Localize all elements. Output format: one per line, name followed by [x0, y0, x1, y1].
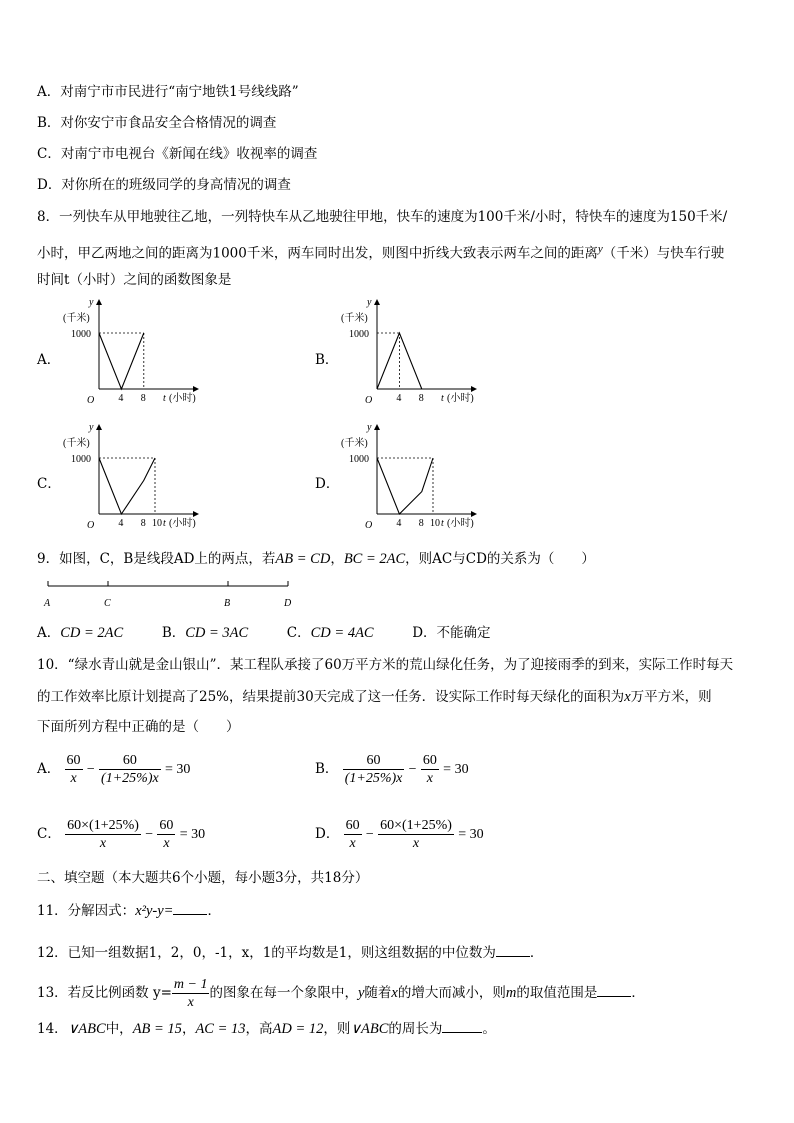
q8-text-line1: 8．一列快车从甲地驶往乙地，一列特快车从乙地驶往甲地，快车的速度为100千米/小时，特快车的速度为150千米/: [37, 209, 728, 225]
q10-a-operator: −: [86, 761, 95, 777]
segment-point-c: C: [104, 598, 111, 609]
q8-graph-d: [333, 418, 483, 538]
q13-var-y: y: [357, 985, 365, 1001]
q9-option-d: 不能确定: [436, 625, 491, 641]
q11-expression: x²y-y=: [135, 903, 174, 919]
y-axis-unit: (千米): [341, 313, 368, 324]
q10-c-operator: −: [145, 826, 154, 842]
x-axis-unit: (小时): [447, 393, 474, 404]
x-axis-label: t: [441, 518, 444, 529]
q13-text-part4: 的增大而减小，则: [397, 985, 506, 1001]
q8-text-line2: [37, 240, 724, 263]
q14-text-part1: 中，: [105, 1021, 133, 1037]
q10-text-line3: 下面所列方程中正确的是（ ）: [37, 719, 240, 735]
q10-d-frac1-num: 60: [345, 818, 360, 833]
q13-text-part5: 的取值范围是: [516, 985, 598, 1001]
q13-end: ．: [631, 985, 645, 1001]
x-tick-label: 4: [396, 518, 402, 529]
y-axis-arrow: [96, 299, 102, 305]
x-tick-label: 8: [140, 393, 146, 404]
q11-text: 11．分解因式：: [37, 903, 136, 919]
q10-option-a-label: A．: [37, 761, 61, 777]
q9-option-a: CD = 2AC: [60, 625, 124, 641]
graph-polyline: [99, 333, 144, 389]
q10-b-operator: −: [408, 761, 417, 777]
x-axis-label: t: [441, 393, 444, 404]
q13-answer-blank[interactable]: [597, 982, 631, 997]
q14-answer-blank[interactable]: [442, 1018, 482, 1033]
q9-options: [37, 624, 491, 642]
q9-option-b-label: B．: [161, 625, 186, 641]
x-tick-label: 4: [118, 518, 124, 529]
q9-condition-1: AB = CD: [275, 551, 331, 567]
q13-text-part3: 随着: [364, 985, 392, 1001]
q14-triangle-2: ∨ABC: [350, 1021, 389, 1037]
q14-condition-ab: AB = 15: [132, 1021, 182, 1037]
y-axis-label: y: [367, 297, 372, 308]
y-tick-label: 1000: [349, 454, 369, 465]
y-axis-unit: (千米): [341, 438, 368, 449]
q10-a-rhs: = 30: [165, 761, 191, 777]
q8-line2-part2: （千米）与快车行驶: [602, 245, 725, 262]
q10-d-rhs: = 30: [458, 826, 484, 842]
q8-line2-part1: 小时，甲乙两地之间的距离为1000千米，两车同时出发，则图中折线大致表示两车之间的距离: [37, 245, 598, 262]
x-tick-label: 4: [118, 393, 124, 404]
q9-text-part1: 9．如图，C，B是线段AD上的两点，若: [37, 551, 276, 567]
q10-b-rhs: = 30: [443, 761, 469, 777]
q10-option-c-label: C．: [37, 826, 61, 842]
x-tick-label: 8: [140, 518, 146, 529]
x-axis-unit: (小时): [169, 393, 196, 404]
segment-point-b: B: [224, 598, 231, 609]
y-axis-label: y: [89, 297, 94, 308]
q10-a-frac2-num: 60: [99, 752, 161, 770]
segment-point-d: D: [284, 598, 292, 609]
q14: 14．∨ABC中，AB = 15，AC = 13，高AD = 12，则∨ABC的周长为 。: [37, 1018, 496, 1038]
q10-a-frac2-den: (1+25%)x: [101, 771, 159, 786]
q7-option-b: B．对你安宁市食品安全合格情况的调查: [37, 115, 277, 131]
q10-c-frac2-num: 60: [159, 818, 174, 833]
x-axis-label: t: [163, 393, 166, 404]
y-tick-label: 1000: [349, 329, 369, 340]
x-tick-label: 8: [418, 518, 424, 529]
q9-text: [37, 550, 595, 568]
q8-var-y: y: [597, 243, 603, 255]
origin-label: O: [87, 520, 95, 531]
graph-polyline: [99, 458, 155, 514]
q11-end: ．: [207, 903, 221, 919]
q13-frac-den: x: [187, 995, 194, 1010]
q10-d-frac1-den: x: [349, 836, 356, 851]
x-axis-label: t: [163, 518, 166, 529]
q10-text-line2: [37, 688, 712, 706]
q10-d-operator: −: [365, 826, 374, 842]
q14-end: 。: [482, 1021, 496, 1037]
q12-answer-blank[interactable]: [496, 942, 530, 957]
q7-option-a: A．对南宁市市民进行“南宁地铁1号线线路”: [37, 84, 299, 100]
q9-condition-2: BC = 2AC: [343, 551, 406, 567]
q13-frac-num: m − 1: [173, 977, 208, 992]
q9-separator: ，: [330, 551, 344, 567]
q10-option-b-label: B．: [315, 761, 339, 777]
q14-text-part3: ，则: [323, 1021, 351, 1037]
x-axis-arrow: [471, 386, 477, 392]
q10-c-frac1-num: 60×(1+25%): [67, 818, 139, 833]
q13-text-part1: 13．若反比例函数 y=: [37, 985, 172, 1001]
q10-c-frac2-den: x: [163, 836, 170, 851]
origin-label: O: [365, 395, 373, 406]
section-heading: 二、填空题（本大题共6个小题，每小题3分，共18分）: [37, 870, 369, 886]
y-axis-arrow: [96, 424, 102, 430]
segment-point-a: A: [44, 598, 51, 609]
q8-graph-label-a: A．: [37, 352, 61, 368]
q9-option-a-label: A．: [37, 625, 61, 641]
q10-option-d: [315, 817, 484, 852]
q10-line2-part2: 万平方米，则: [630, 689, 712, 705]
q10-line2-part1: 的工作效率比原计划提高了25%，结果提前30天完成了这一任务．设实际工作时每天绿化的面积为: [37, 689, 625, 705]
graph-polyline: [377, 458, 433, 514]
x-axis-unit: (小时): [169, 518, 196, 529]
x-axis-arrow: [193, 511, 199, 517]
q11: [37, 900, 221, 920]
q10-option-a: [37, 752, 190, 787]
q10-option-b: [315, 752, 469, 787]
y-axis-arrow: [374, 299, 380, 305]
q13: [37, 976, 645, 1011]
q10-text-line1: 10．“绿水青山就是金山银山”．某工程队承接了60万平方米的荒山绿化任务，为了迎接雨季的到来，实际工作时每天: [37, 657, 734, 673]
q12: [37, 942, 543, 962]
q10-d-frac2-num: 60×(1+25%): [380, 818, 452, 833]
q11-answer-blank[interactable]: [173, 900, 207, 915]
q8-graph-label-d: D．: [315, 476, 340, 492]
q10-a-frac1-den: x: [70, 771, 77, 786]
q9-text-part2: ，则AC与CD的关系为（ ）: [405, 551, 595, 567]
y-axis-label: y: [89, 422, 94, 433]
q14-text-part2: ，高: [245, 1021, 273, 1037]
q10-option-c: [37, 817, 205, 852]
origin-label: O: [87, 395, 95, 406]
q9-option-c: CD = 4AC: [310, 625, 374, 641]
q10-b-frac1-den: (1+25%)x: [344, 771, 403, 786]
q12-text: 12．已知一组数据1，2，0，-1，x，1的平均数是1，则这组数据的中位数为: [37, 945, 496, 961]
y-tick-label: 1000: [71, 329, 91, 340]
q9-option-b: CD = 3AC: [185, 625, 249, 641]
q9-option-d-label: D．: [412, 625, 437, 641]
y-axis-arrow: [374, 424, 380, 430]
q14-text-part4: 的周长为: [388, 1021, 443, 1037]
q14-condition-ad: AD = 12: [272, 1021, 324, 1037]
x-axis-arrow: [193, 386, 199, 392]
x-tick-label: 10: [152, 518, 162, 529]
q13-var-x: x: [391, 985, 398, 1001]
q10-c-frac1-den: x: [99, 836, 107, 851]
x-axis-unit: (小时): [447, 518, 474, 529]
q7-option-d: D．对你所在的班级同学的身高情况的调查: [37, 177, 291, 193]
y-axis-unit: (千米): [63, 313, 90, 324]
q13-var-m: m: [505, 985, 517, 1001]
q10-c-rhs: = 30: [179, 826, 206, 842]
x-tick-label: 8: [418, 393, 424, 404]
q10-b-frac2-num: 60: [422, 753, 437, 768]
q10-var-x: x: [624, 689, 631, 705]
q14-condition-ac: AC = 13: [195, 1021, 246, 1037]
x-axis-arrow: [471, 511, 477, 517]
q9-segment-figure: [40, 578, 300, 618]
origin-label: O: [365, 520, 373, 531]
y-axis-unit: (千米): [63, 438, 90, 449]
q9-option-c-label: C．: [286, 625, 311, 641]
y-axis-label: y: [367, 422, 372, 433]
x-tick-label: 10: [430, 518, 440, 529]
q14-triangle-1: ∨ABC: [67, 1021, 106, 1037]
q10-d-frac2-den: x: [412, 836, 420, 851]
q10-b-frac2-den: x: [426, 771, 433, 786]
q12-end: ．: [529, 945, 544, 961]
q7-option-c: C．对南宁市电视台《新闻在线》收视率的调查: [37, 146, 318, 162]
q10-option-d-label: D．: [315, 826, 340, 842]
q10-b-frac1-num: 60: [343, 752, 405, 770]
q10-a-frac1-num: 60: [66, 753, 81, 768]
q8-graph-a: [55, 293, 205, 413]
q8-graph-label-c: C．: [37, 476, 61, 492]
q8-text-line3: 时间t（小时）之间的函数图象是: [37, 272, 232, 288]
q8-graph-label-b: B．: [315, 352, 339, 368]
q8-graph-c: [55, 418, 205, 538]
y-tick-label: 1000: [71, 454, 91, 465]
q13-text-part2: 的图象在每一个象限中，: [209, 985, 358, 1001]
x-tick-label: 4: [396, 393, 402, 404]
q8-graph-b: [333, 293, 483, 413]
